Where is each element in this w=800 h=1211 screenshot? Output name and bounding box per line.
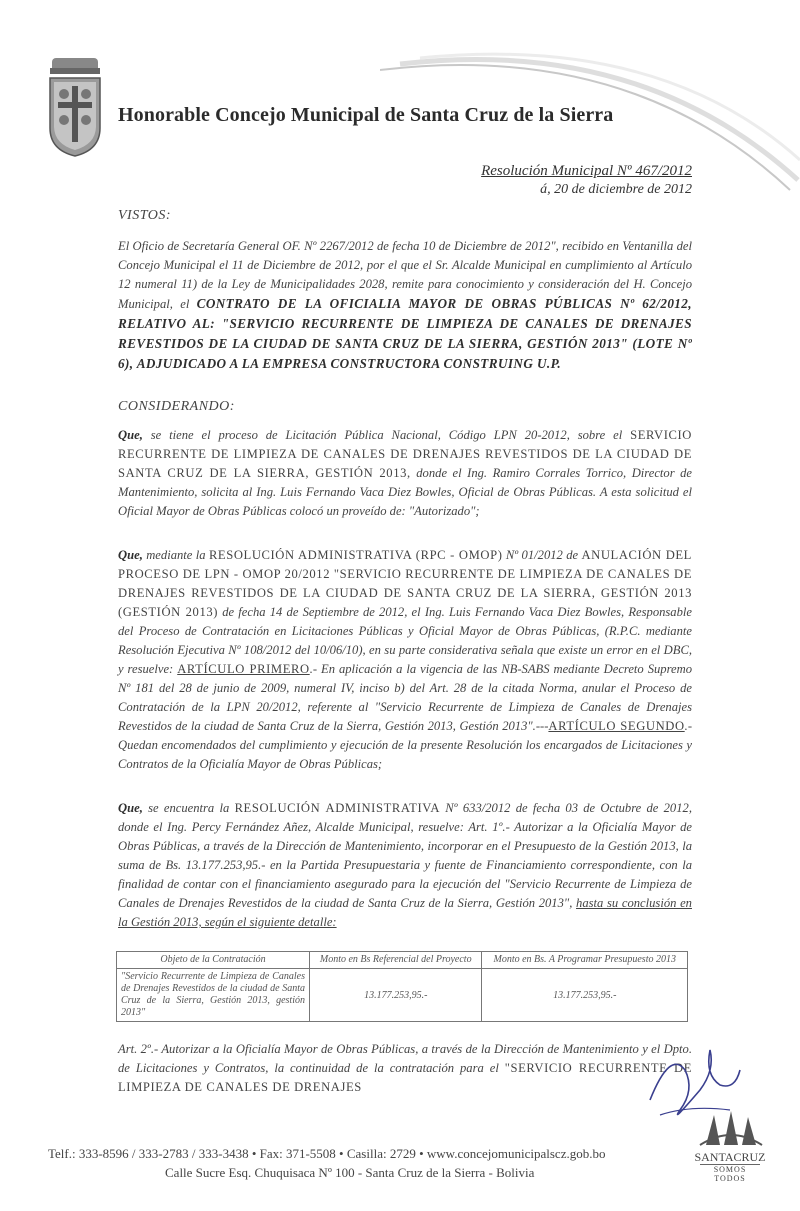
budget-table [116, 951, 688, 1022]
table-cell: 13.177.253,95.- [310, 969, 482, 1022]
table-cell: 13.177.253,95.- [482, 969, 688, 1022]
resolution-date: á, 20 de diciembre de 2012 [540, 182, 692, 197]
coat-of-arms-icon [46, 58, 104, 158]
table-header-cell: Objeto de la Contratación [117, 952, 310, 969]
footer-contact: Telf.: 333-8596 / 333-2783 / 333-3438 • Fax: 371-5508 • Casilla: 2729 • www.concejomunicipalscz.gob.bo [48, 1146, 606, 1161]
considerando-paragraph-3: Que, se encuentra la RESOLUCIÓN ADMINISTRATIVA Nº 633/2012 de fecha 03 de Octubre de 2012, donde el Ing. Percy Fernández Añez, Alcalde Municipal, resuelve: Art. 1º.- Autorizar a la Oficialía Mayor de Obras Públicas, a través de la Dirección de Mantenimiento, incorporar en el Presupuesto de la Gestión 2013, la suma de Bs. 13.177.253,95.- en la Partida Presupuestaria y fuente de Financiamiento correspondiente, con la finalidad de contar con el financiamiento asegurado para la ejecución del "Servicio Recurrente de Limpieza de Canales de Drenajes Revestidos de la ciudad de Santa Cruz de la Sierra, Gestión 2013", hasta su conclusión en la Gestión 2013, según el siguiente detalle: [118, 801, 692, 929]
vistos-paragraph: El Oficio de Secretaría General OF. Nº 2267/2012 de fecha 10 de Diciembre de 2012", recibido en Ventanilla del Concejo Municipal el 11 de Diciembre de 2012, por el que el Sr. Alcalde Municipal en cumplimiento al Artículo 12 numeral 11) de la Ley de Municipalidades 2028, remite para conocimiento y consideración del H. Concejo Municipal, el CONTRATO DE LA OFICIALIA MAYOR DE OBRAS PÚBLICAS Nº 62/2012, RELATIVO AL: "SERVICIO RECURRENTE DE LIMPIEZA DE CANALES DE DRENAJES REVESTIDOS DE LA CIUDAD DE SANTA CRUZ DE LA SIERRA, GESTIÓN 2013" (LOTE Nº 6), ADJUDICADO A LA EMPRESA CONSTRUCTORA CONSTRUING U.P. [118, 239, 692, 371]
logo-name: SANTACRUZ [694, 1150, 766, 1164]
organization-title: Honorable Concejo Municipal de Santa Cruz de la Sierra [118, 104, 614, 126]
considerando-heading: CONSIDERANDO: [118, 399, 235, 414]
table-row [117, 969, 688, 1022]
table-header-row [117, 952, 688, 969]
logo-tagline: SOMOS TODOS [700, 1164, 760, 1183]
considerando-paragraph-1: Que, se tiene el proceso de Licitación Pública Nacional, Código LPN 20-2012, sobre el SERVICIO RECURRENTE DE LIMPIEZA DE CANALES DE DRENAJES REVESTIDOS DE LA CIUDAD DE SANTA CRUZ DE LA SIERRA, GESTIÓN 2013, donde el Ing. Ramiro Corrales Torrico, Director de Mantenimiento, solicita al Ing. Luis Fernando Vaca Diez Bowles, Oficial de Obras Públicas. A esta solicitud el Oficial Mayor de Obras Públicas colocó un proveído de: "Autorizado"; [118, 428, 693, 518]
table-header-cell: Monto en Bs Referencial del Proyecto [310, 952, 482, 969]
vistos-heading: VISTOS: [118, 208, 172, 223]
resolution-number: Resolución Municipal Nº 467/2012 [481, 163, 692, 179]
considerando-paragraph-2: Que, mediante la RESOLUCIÓN ADMINISTRATIVA (RPC - OMOP) Nº 01/2012 de ANULACIÓN DEL PROCESO DE LPN - OMOP 20/2012 "SERVICIO RECURRENTE DE LIMPIEZA DE CANALES DE DRENAJES REVESTIDOS DE LA CIUDAD DE SANTA CRUZ DE LA SIERRA, GESTIÓN 2013 (GESTIÓN 2013) de fecha 14 de Septiembre de 2012, el Ing. Luis Fernando Vaca Diez Bowles, Responsable del Proceso de Contratación en Licitaciones Públicas y Oficial Mayor de Obras Públicas, (R.P.C. mediante Resolución Ejecutiva Nº 108/2012 del 10/06/10), en su parte considerativa señala que existe un error en el DBC, y resuelve: ARTÍCULO PRIMERO.- En aplicación a la vigencia de las NB-SABS mediante Decreto Supremo Nº 181 del 28 de junio de 2009, numeral IV, inciso b) del Art. 28 de la citada Norma, anular el Proceso de Contratación de la LPN 20/2012, referente al "Servicio Recurrente de Limpieza de Canales de Drenajes Revestidos de la ciudad de Santa Cruz de la Sierra, Gestión 2013, Gestión 2013".---ARTÍCULO SEGUNDO.- Quedan encomendados del cumplimiento y ejecución de la presente Resolución los encargados de Licitaciones y Contratos de la Oficialía Mayor de Obras Públicas; [118, 548, 693, 771]
table-cell: "Servicio Recurrente de Limpieza de Canales de Drenajes Revestidos de la ciudad de Santa Cruz de la Sierra, Gestión 2013, gestión 2013" [117, 969, 310, 1022]
article-2-paragraph: Art. 2º.- Autorizar a la Oficialía Mayor de Obras Públicas, a través de la Dirección de Mantenimiento y el Dpto. de Licitaciones y Contratos, la continuidad de la contratación para el "SERVICIO RECURRENTE DE LIMPIEZA DE CANALES DE DRENAJES [118, 1042, 692, 1094]
footer-address: Calle Sucre Esq. Chuquisaca Nº 100 - Santa Cruz de la Sierra - Bolivia [165, 1165, 535, 1180]
table-header-cell: Monto en Bs. A Programar Presupuesto 2013 [482, 952, 688, 969]
